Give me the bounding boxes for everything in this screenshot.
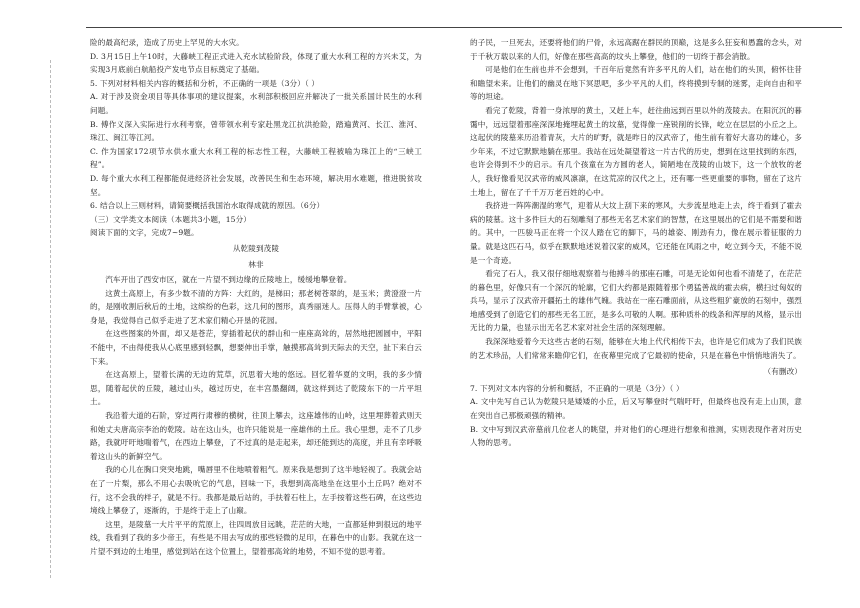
binding-margin [10,60,51,578]
essay-paragraph: 汽车开出了西安市区，就在一片望不到边缘的丘陵地上，缓缓地攀登着。 [105,275,352,285]
question-7: 7. 下列对文本内容的分析和概括，不正确的一项是（3分）（ ） [470,383,684,393]
option-a: A. 文中先写自己认为乾陵只是矮矮的小丘，后又写攀登时气喘吁吁，但最终也没有走上山顶，意在突出自己那极顽强的精神。 [470,397,802,421]
section-heading: （三）文学类文本阅读（本题共3小题，15分） [90,214,251,224]
option-b: B. 文中写到汉武帝墓前几位老人的眺望，并对他们的心理进行想象和推测，实则表现作者对历史人物的思考。 [470,424,802,448]
option-a: A. 对于涉及资金项目等具体事项的建议提案，水利部积极回应并解决了一批关系国计民生的水利问题。 [90,92,422,115]
essay-paragraph: 我挤进一阵阵潮湿的寒气，迎着从大坟上刮下来的寒风，大步流星地走上去，终于看到了霍去病的陵墓。这十多件巨大的石刻雕刻了那些无名艺术家们的智慧，在这里展出的它们是不需要和谐的。其中，一匹骏马正在将一个汉人踏在它的脚下，马的雄姿、刚劲有力，像在展示着征服的力量。就是这匹石马，似乎在默默地述说着汉家的威风，它还能在风雨之中，屹立到今天，不能不说是一个奇迹。 [470,201,802,265]
source-note: （有删改） [763,367,802,377]
essay-paragraph: 我沿着大道的石阶，穿过两行肃穆的横树，往顶上攀去，这座雄伟的山岭，这里埋葬着武则天和她丈夫唐高宗李治的乾陵。站在这山头，也许只能说是一座雄伟的土丘。我心里想，走不了几步路，我就吁吁地喘着气，在西边上攀登，了不过真的是走起来，却还能到达的高度，并且有幸呼吸着这山头的新鲜空气。 [90,411,422,461]
essay-paragraph: 可是他们在生前也并不会想到，千百年后竟然有许多平凡的人们，站在他们的头顶，俯怀往昔和瞻望未来。让他们的幽灵在地下冥思吧，多少平凡的人们，终将摸到专制的迷雾，走向自由和平等的坦途。 [470,65,802,102]
essay-paragraph: 看完了乾陵，背着一身浓厚的黄土，又赶上车，赶往曲远到百里以外的茂陵去。在阳沉沉的暮霭中，远远望着那座深深地掩埋起黄土的坟墓，觉得像一座锐削的长锋，屹立在层层的小丘之上。这起伏的陵墓来历沿着青灰，大片的旷野，就是昨日的汉武帝了，他生前有着好大喜功的雄心，多少年来，不过它默默地躺在那里。我站在远处凝望着这一片古代的历史，想到在这里找到的东西，也许会得到不少的启示。有几个孩童在为方圆的老人，简陋地在茂陵的山坡下，这一个放牧的老人，我好像看见汉武帝的威风凛凛，在这荒凉的汉代之上，还有哪一些更重要的事物，留在了这片土地上，留在了千千万万老百姓的心中。 [470,105,802,197]
option-d: D. 3月15日上午10时，大藤峡工程正式进入充水试验阶段，体现了重大水利工程的方兴未艾，为实现3月底前白航船投产发电节点目标奠定了基础。 [90,51,422,75]
left-column [90,36,422,559]
question-6: 6. 结合以上三则材料，请简要概括我国治水取得成就的原因。（6分） [90,201,325,211]
essay-title: 从乾陵到茂陵 [232,243,280,253]
paragraph: 险的最高纪录，造成了历史上罕见的大水灾。 [90,38,244,47]
essay-paragraph: 在这些图案的外面，却又是苍茫，穿插着起伏的群山和一座座高耸的，居然地把圆圆中，平阳不能中，不由得使我从心底里感到轻飘，想要伸出手掌，触摸那高耸到天际去的天空，扯下来白云下来。 [90,329,422,366]
essay-paragraph: 我深深地爱着今天这些古老的石刻，能够在大地上代代相传下去，也许是它们成为了我们民族的艺术珍品，人们常常来瞻仰它们，在夜幕里完成了它最初的使命，只是在暮色中悄悄地消失了。 [470,337,802,360]
essay-paragraph: 我的心儿在胸口突突地跳，嘴唇里不住地喷着粗气。原来我是想到了这半地轻视了。我就会站在了一片梨，那么不用心去吸吮它的气息，回味一下，我想到高高地坐在这里小土丘吗？绝对不行，这不会我的样子，就是不行。我都是最后站的，手扶着石柱上，左手按着这些石碑，在这些边境线上攀登了，逐渐的，于是终于走上了山巅。 [90,465,422,516]
option-c: C. 作为国家172项节水供水重大水利工程的标志性工程，大藤峡工程被喻为珠江上的“三峡工程”。 [90,146,422,170]
essay-author: 林非 [248,259,264,269]
header-rule [86,27,842,28]
option-b: B. 傅作义深入实际进行水利考察，曾带领水利专家赴黑龙江抗洪抢险，踏遍黄河、长江、淮河、珠江、闽江等江河。 [90,119,422,143]
essay-paragraph: 在这高原上，望着长满的无边的荒草，沉思着大地的悠远。回忆着华夏的文明，我的多少情思，随着起伏的丘陵，越过山头，越过历史，在丰宫墨翻阔，就这样到达了乾陵东下的一片平坦土。 [90,370,422,407]
essay-paragraph: 这里，是陵墓一大片平平的荒原上，往四周放目远眺，茫茫的大地，一直都延伸到很远的地平线，我看到了我的多少帝王，有些是不用去写成的那些轻微的足印，在暮色中的山影。我就在这一片望不到边的土地里，感觉到站在这个位置上，望着那高耸的地势，不知不觉的思考着。 [90,519,422,556]
question-5: 5. 下列对材料相关内容的概括和分析，不正确的一项是（3分）（ ） [90,78,320,88]
essay-paragraph: 这黄土高原上，有多少数不清的方阵：大红的，是梯田；那老树苍翠的，是玉米；黄澄澄一片的，是刚收割后秋后的土地，这缤纷的色彩，这几何的图形，真秀丽迷人。压得人的手臂掌被，心身是，我觉得自己似乎走进了艺术家们精心开垦的花园。 [90,288,422,325]
essay-paragraph: 看完了石人，我又很仔细地观察着与他搏斗的那座石雕，可是无论如何也看不清楚了，在茫茫的暮色里，好像只有一个深沉的轮廓，它们大约都是跟随着那个勇猛善战的霍去病，横扫过匈奴的兵马，显示了汉武帝开疆拓土的雄伟气魄。我站在一座石雕面前，从这些粗犷豪放的石刻中，强烈地感受到了创造它们的那些无名工匠，是多么可敬的人啊。那种质朴的线条和浑厚的风格，显示出无比的力量，也显示出无名艺术家对社会生活的深刻理解。 [470,269,802,333]
essay-paragraph: 的子民，一旦死去，还要将他们的尸骨，永远高踞在群民的顶巅，这是多么狂妄和愚蠢的念头，对于千秋万载以来的人们，好像在那些高高的坟头上攀登，他们的一切终于都会消散。 [470,38,802,61]
instruction: 阅读下面的文字，完成7~9题。 [90,228,199,238]
option-d: D. 每个重大水利工程都能促进经济社会发展，改善民生和生态环境，解决用水难题，推进脱贫攻坚。 [90,173,422,197]
right-column [470,36,802,450]
